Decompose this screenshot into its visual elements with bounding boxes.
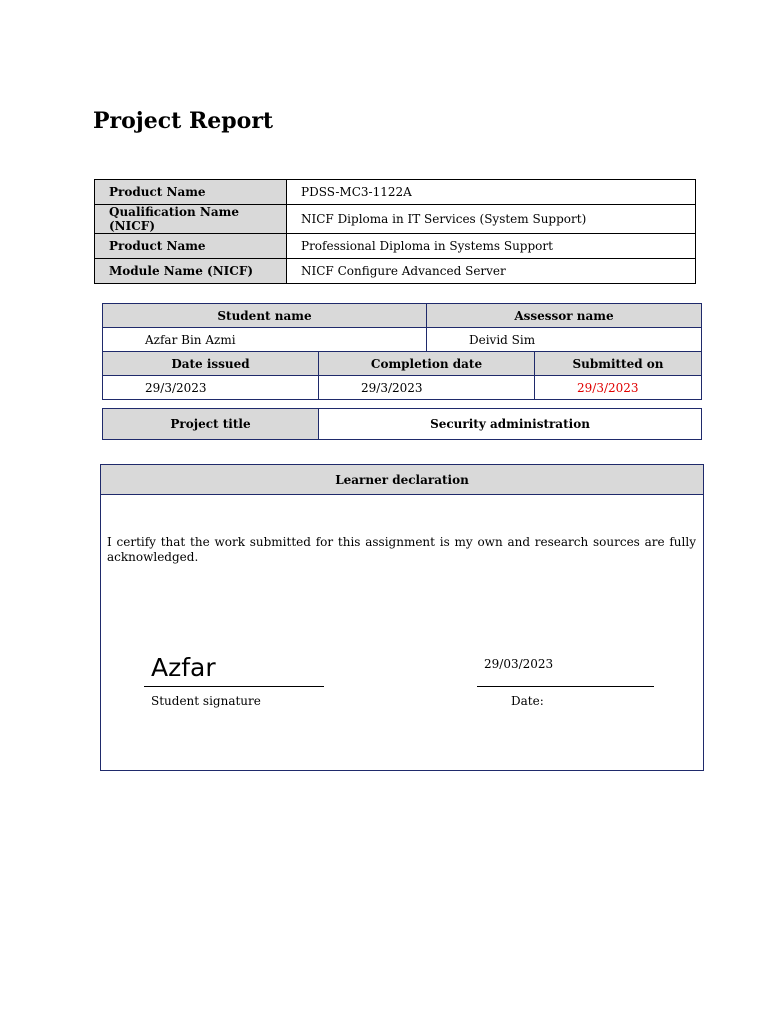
signature-caption: Student signature [151, 694, 261, 708]
row-label: Qualification Name (NICF) [95, 205, 287, 234]
row-value: NICF Diploma in IT Services (System Support) [287, 205, 696, 234]
student-assessor-table [102, 303, 702, 400]
date-issued: 29/3/2023 [103, 376, 319, 400]
declaration-text: I certify that the work submitted for this assignment is my own and research sources are fully acknowledged. [107, 535, 696, 564]
project-title-value: Security administration [319, 409, 702, 440]
table-row [95, 259, 696, 284]
row-value: PDSS-MC3-1122A [287, 180, 696, 205]
table-row [103, 328, 702, 352]
project-title-label: Project title [103, 409, 319, 440]
table-row [103, 304, 702, 328]
submitted-on: 29/3/2023 [535, 376, 702, 400]
student-name: Azfar Bin Azmi [103, 328, 427, 352]
signature-date: 29/03/2023 [484, 657, 554, 671]
row-label: Module Name (NICF) [95, 259, 287, 284]
learner-declaration-box [100, 464, 704, 771]
row-label: Product Name [95, 234, 287, 259]
table-row [103, 409, 702, 440]
table-row [95, 234, 696, 259]
project-title-table [102, 408, 702, 440]
assessor-name-header: Assessor name [426, 304, 701, 328]
table-row [95, 180, 696, 205]
row-value: NICF Configure Advanced Server [287, 259, 696, 284]
assessor-name: Deivid Sim [426, 328, 701, 352]
completion-date: 29/3/2023 [319, 376, 535, 400]
date-caption: Date: [511, 694, 544, 708]
signature-line [144, 686, 324, 687]
completion-date-header: Completion date [319, 352, 535, 376]
row-label: Product Name [95, 180, 287, 205]
table-row [95, 205, 696, 234]
date-line [477, 686, 654, 687]
submitted-on-header: Submitted on [535, 352, 702, 376]
student-signature: Azfar [151, 653, 216, 682]
page-title: Project Report [93, 108, 274, 134]
date-issued-header: Date issued [103, 352, 319, 376]
table-row [103, 376, 702, 400]
product-info-table [94, 179, 696, 284]
declaration-header: Learner declaration [101, 465, 703, 495]
table-row [103, 352, 702, 376]
student-name-header: Student name [103, 304, 427, 328]
row-value: Professional Diploma in Systems Support [287, 234, 696, 259]
